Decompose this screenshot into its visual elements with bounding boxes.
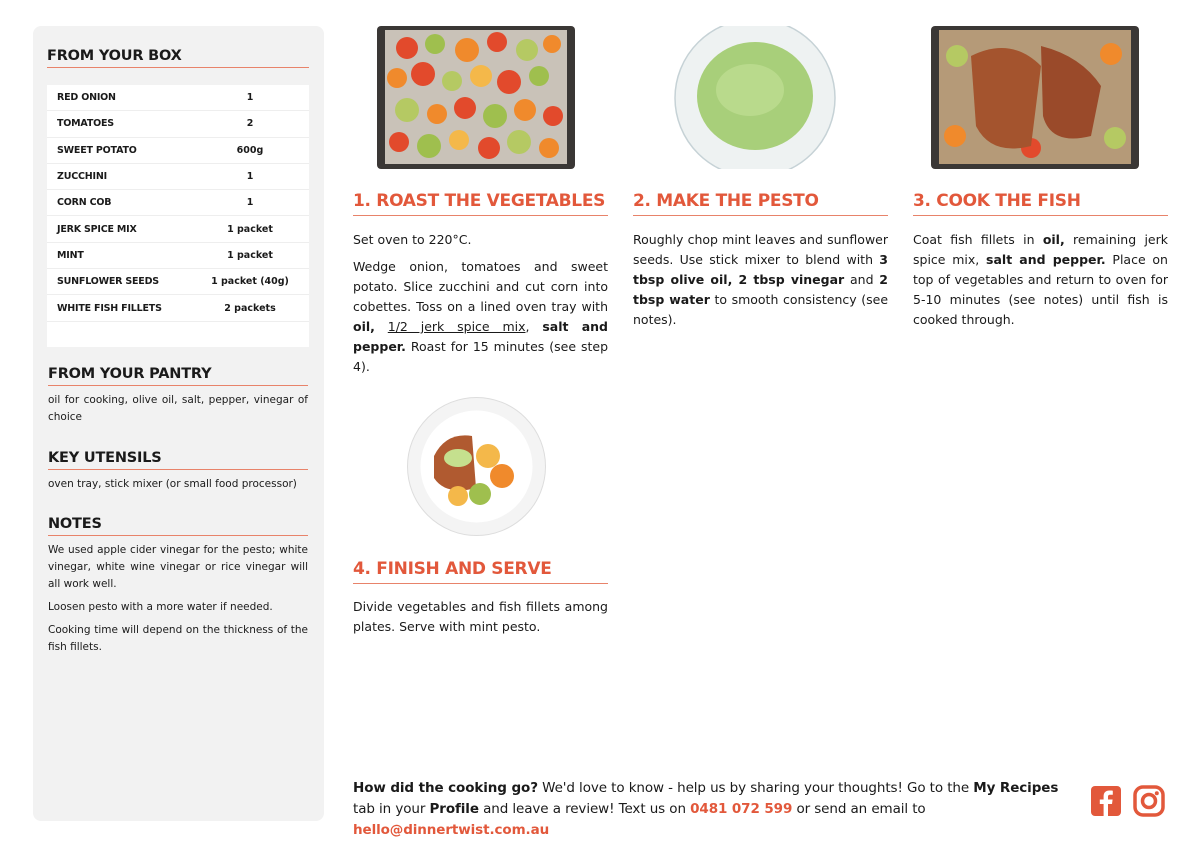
- step-1-title: 1. ROAST THE VEGETABLES: [353, 191, 608, 216]
- note-item: We used apple cider vinegar for the pesto; white vinegar, white wine vinegar or rice vinegar will all work well.: [48, 544, 308, 590]
- ingredient-name: ZUCCHINI: [57, 171, 107, 183]
- table-row: [47, 295, 309, 321]
- step-1-para: [353, 257, 608, 377]
- text-run: Wedge onion, tomatoes and sweet potato. Slice zucchini and cut corn into cobettes. Toss on a lined oven tray with: [353, 259, 608, 314]
- roasted-vegetables-photo: [377, 26, 575, 169]
- text-run-bold: 2 tbsp water: [633, 272, 888, 307]
- text-run-bold: 3 tbsp olive oil, 2 tbsp vinegar: [633, 252, 888, 287]
- footer-question: How did the cooking go?: [353, 780, 538, 796]
- step-1-body: [353, 230, 608, 384]
- footer-text: and leave a review! Text us on: [478, 801, 691, 817]
- mint-pesto-photo: [674, 26, 836, 169]
- text-run: to smooth consistency (see notes).: [633, 292, 889, 327]
- ingredient-qty: 600g: [236, 144, 264, 156]
- table-row: [47, 85, 309, 111]
- step-4-para: Divide vegetables and fish fillets among plates. Serve with mint pesto.: [353, 599, 608, 634]
- text-run: [375, 319, 388, 334]
- box-ingredient-table: [47, 85, 309, 347]
- ingredient-name: CORN COB: [57, 197, 112, 209]
- table-row: [47, 138, 309, 164]
- ingredient-name: RED ONION: [57, 92, 116, 104]
- text-run-bold: oil,: [353, 319, 375, 334]
- footer-text: tab in your: [353, 801, 430, 817]
- step-3-title: 3. COOK THE FISH: [913, 191, 1168, 216]
- step-4-body: [353, 597, 608, 644]
- text-run: Place on top of vegetables and return to oven for 5-10 minutes (see notes) until fish is cooked through.: [913, 252, 1168, 327]
- table-row: [47, 216, 309, 242]
- ingredient-qty: 1 packet (40g): [211, 276, 289, 288]
- step-2-title: 2. MAKE THE PESTO: [633, 191, 888, 216]
- ingredient-name: TOMATOES: [57, 118, 114, 130]
- ingredient-qty: 2 packets: [224, 302, 276, 314]
- ingredient-name: SWEET POTATO: [57, 144, 137, 156]
- step-2-body: [633, 230, 888, 337]
- step-3-para: [913, 230, 1168, 330]
- ingredient-qty: 2: [246, 118, 254, 130]
- profile-link[interactable]: Profile: [429, 801, 479, 817]
- cooked-fish-photo: [931, 26, 1139, 169]
- text-run: Coat fish fillets in: [913, 232, 1043, 247]
- ingredient-name: WHITE FISH FILLETS: [57, 302, 162, 314]
- ingredient-qty: 1: [246, 92, 254, 104]
- feedback-footer: [353, 778, 1073, 841]
- instagram-icon[interactable]: [1133, 785, 1165, 817]
- table-row: [47, 243, 309, 269]
- pantry-section: [48, 366, 308, 426]
- step-3-body: [913, 230, 1168, 337]
- table-row: [47, 164, 309, 190]
- step-4-title: 4. FINISH AND SERVE: [353, 559, 608, 584]
- text-run-bold: salt and pepper.: [986, 252, 1106, 267]
- notes-section: [48, 516, 308, 656]
- phone-link[interactable]: 0481 072 599: [690, 801, 793, 817]
- my-recipes-link[interactable]: My Recipes: [973, 780, 1059, 796]
- text-run-bold: salt and pepper.: [353, 319, 608, 354]
- box-heading: FROM YOUR BOX: [47, 48, 309, 68]
- footer-text: or send an email to: [792, 801, 926, 817]
- text-run: remaining jerk spice mix,: [913, 232, 1168, 267]
- text-run: Roughly chop mint leaves and sunflower seeds. Use stick mixer to blend with: [633, 232, 888, 267]
- ingredient-qty: 1 packet: [227, 249, 273, 261]
- ingredients-sidebar: [33, 26, 324, 821]
- facebook-icon[interactable]: [1090, 785, 1122, 817]
- email-link[interactable]: hello@dinnertwist.com.au: [353, 822, 550, 838]
- pantry-text: oil for cooking, olive oil, salt, pepper, vinegar of choice: [48, 394, 308, 423]
- ingredient-qty: 1: [246, 171, 254, 183]
- step-2-para: [633, 230, 888, 330]
- text-run-underlined: 1/2 jerk spice mix: [387, 319, 526, 334]
- text-run: Roast for 15 minutes (see step 4).: [353, 339, 608, 374]
- pantry-heading: FROM YOUR PANTRY: [48, 366, 308, 386]
- ingredient-name: JERK SPICE MIX: [57, 223, 137, 235]
- utensils-text: oven tray, stick mixer (or small food processor): [48, 478, 297, 490]
- notes-heading: NOTES: [48, 516, 308, 536]
- table-row: [47, 111, 309, 137]
- ingredient-qty: 1: [246, 197, 254, 209]
- utensils-section: [48, 450, 308, 493]
- step-1-para: Set oven to 220°C.: [353, 232, 472, 247]
- ingredient-name: SUNFLOWER SEEDS: [57, 276, 159, 288]
- text-run: and: [844, 272, 880, 287]
- table-row: [47, 269, 309, 295]
- text-run: ,: [525, 319, 543, 334]
- ingredient-name: MINT: [57, 249, 84, 261]
- note-item: Cooking time will depend on the thickness of the fish fillets.: [48, 624, 308, 653]
- text-run-bold: oil,: [1042, 232, 1065, 247]
- plated-dish-photo: [406, 396, 547, 537]
- utensils-heading: KEY UTENSILS: [48, 450, 308, 470]
- ingredient-qty: 1 packet: [227, 223, 273, 235]
- note-item: Loosen pesto with a more water if needed.: [48, 601, 273, 613]
- table-row: [47, 190, 309, 216]
- footer-text: We'd love to know - help us by sharing your thoughts! Go to the: [537, 780, 974, 796]
